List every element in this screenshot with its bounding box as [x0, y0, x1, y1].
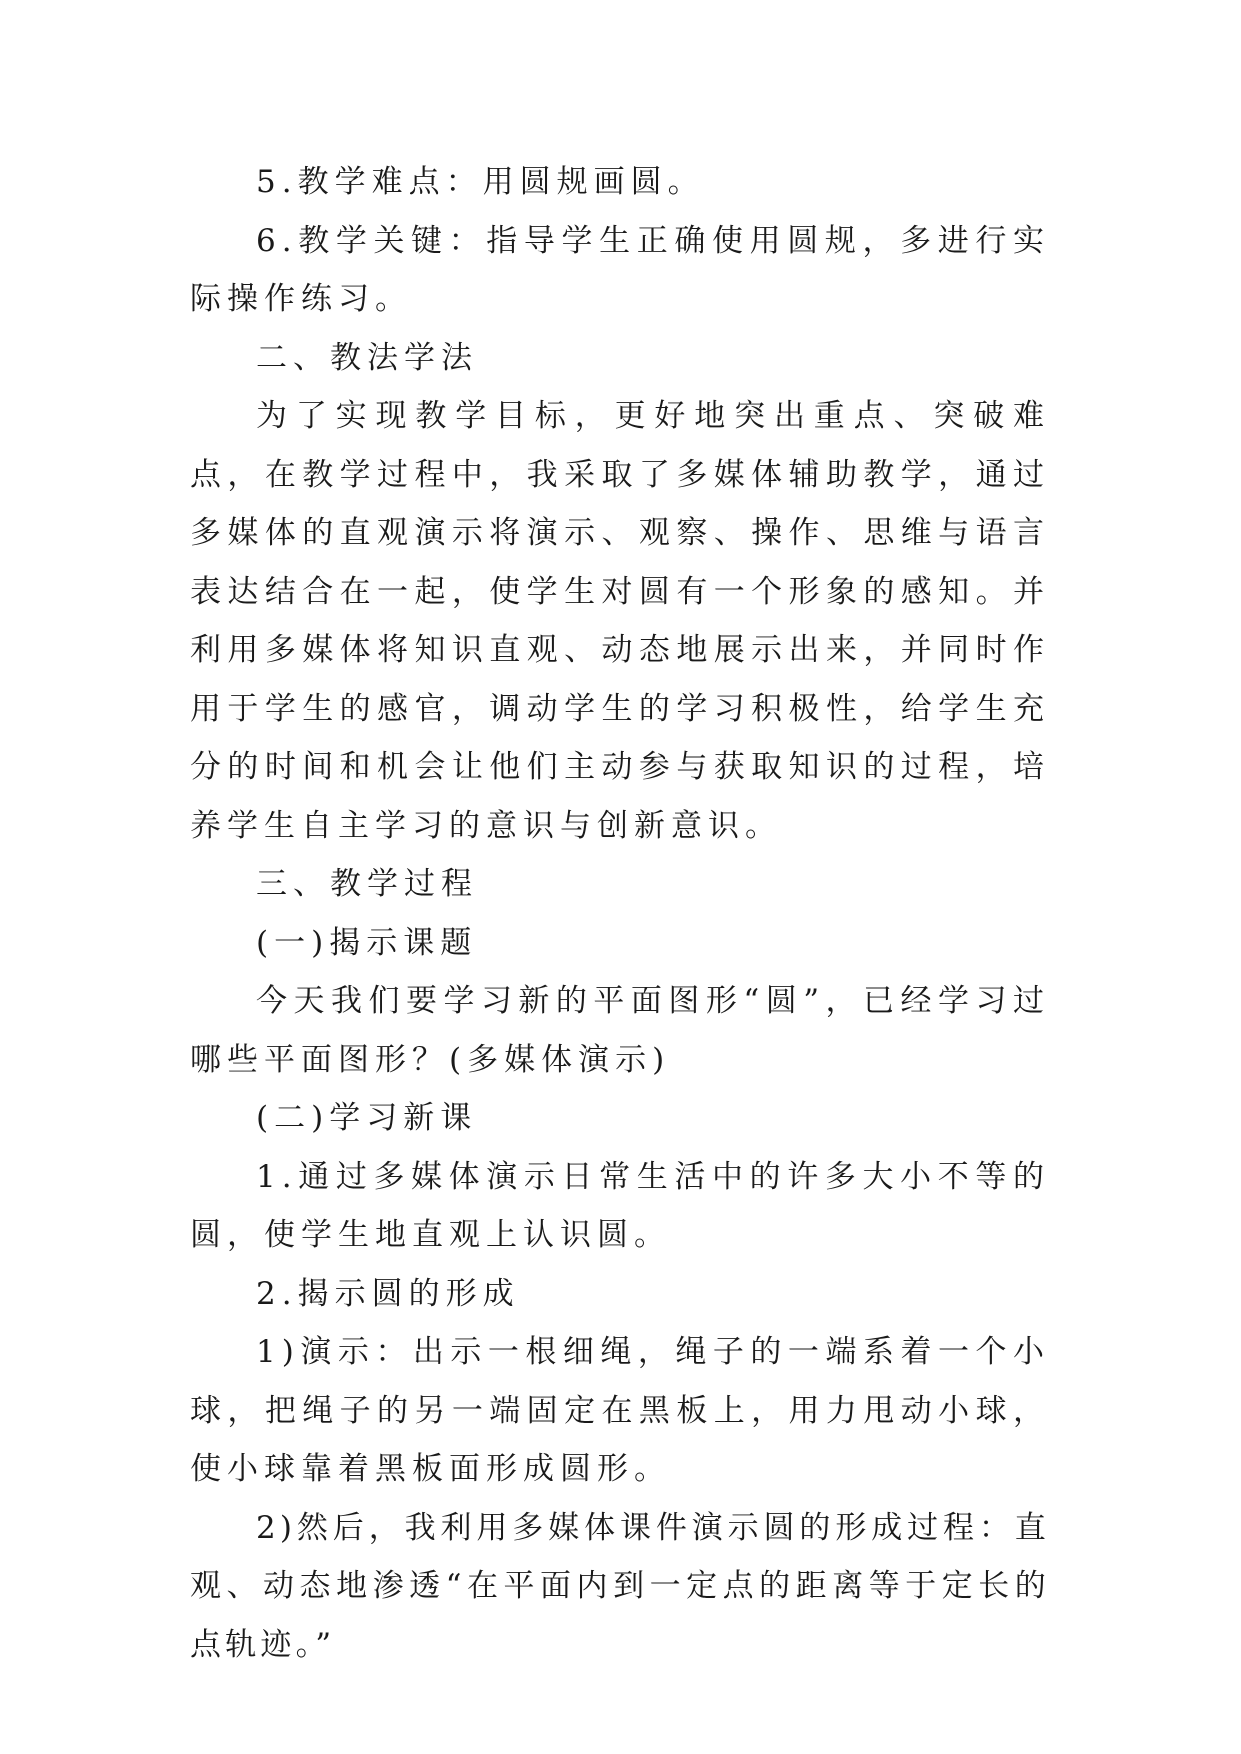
subheading-new-lesson: (二)学习新课: [256, 1100, 478, 1136]
paragraph-step-1: 1.通过多媒体演示日常生活中的许多大小不等的圆，使学生地直观上认识圆。: [190, 1158, 1050, 1253]
paragraph-demo-2: 2)然后，我利用多媒体课件演示圆的形成过程：直观、动态地渗透“在平面内到一定点的距离等于定长的点轨迹。”: [190, 1509, 1050, 1663]
paragraph-teaching-difficulty: 5.教学难点：用圆规画圆。: [256, 164, 705, 200]
paragraph-methods: 为了实现教学目标，更好地突出重点、突破难点，在教学过程中，我采取了多媒体辅助教学，通过多媒体的直观演示将演示、观察、操作、思维与语言表达结合在一起，使学生对圆有一个形象的感知。并利用多媒体将知识直观、动态地展示出来，并同时作用于学生的感官，调动学生的学习积极性，给学生充分的时间和机会让他们主动参与获取知识的过程，培养学生自主学习的意识与创新意识。: [190, 398, 1050, 844]
paragraph-demo-1: 1)演示：出示一根细绳，绳子的一端系着一个小球，把绳子的另一端固定在黑板上，用力甩动小球，使小球靠着黑板面形成圆形。: [190, 1334, 1050, 1487]
paragraph-teaching-key: 6.教学关键：指导学生正确使用圆规，多进行实际操作练习。: [190, 222, 1050, 317]
paragraph-step-2: 2.揭示圆的形成: [256, 1275, 520, 1312]
subheading-reveal-topic: (一)揭示课题: [256, 924, 478, 961]
section-heading-methods: 二、教法学法: [256, 339, 478, 376]
section-heading-process: 三、教学过程: [256, 866, 478, 902]
document-page: [190, 153, 1050, 1674]
paragraph-reveal-topic: 今天我们要学习新的平面图形“圆”，已经学习过哪些平面图形？(多媒体演示): [190, 983, 1050, 1078]
